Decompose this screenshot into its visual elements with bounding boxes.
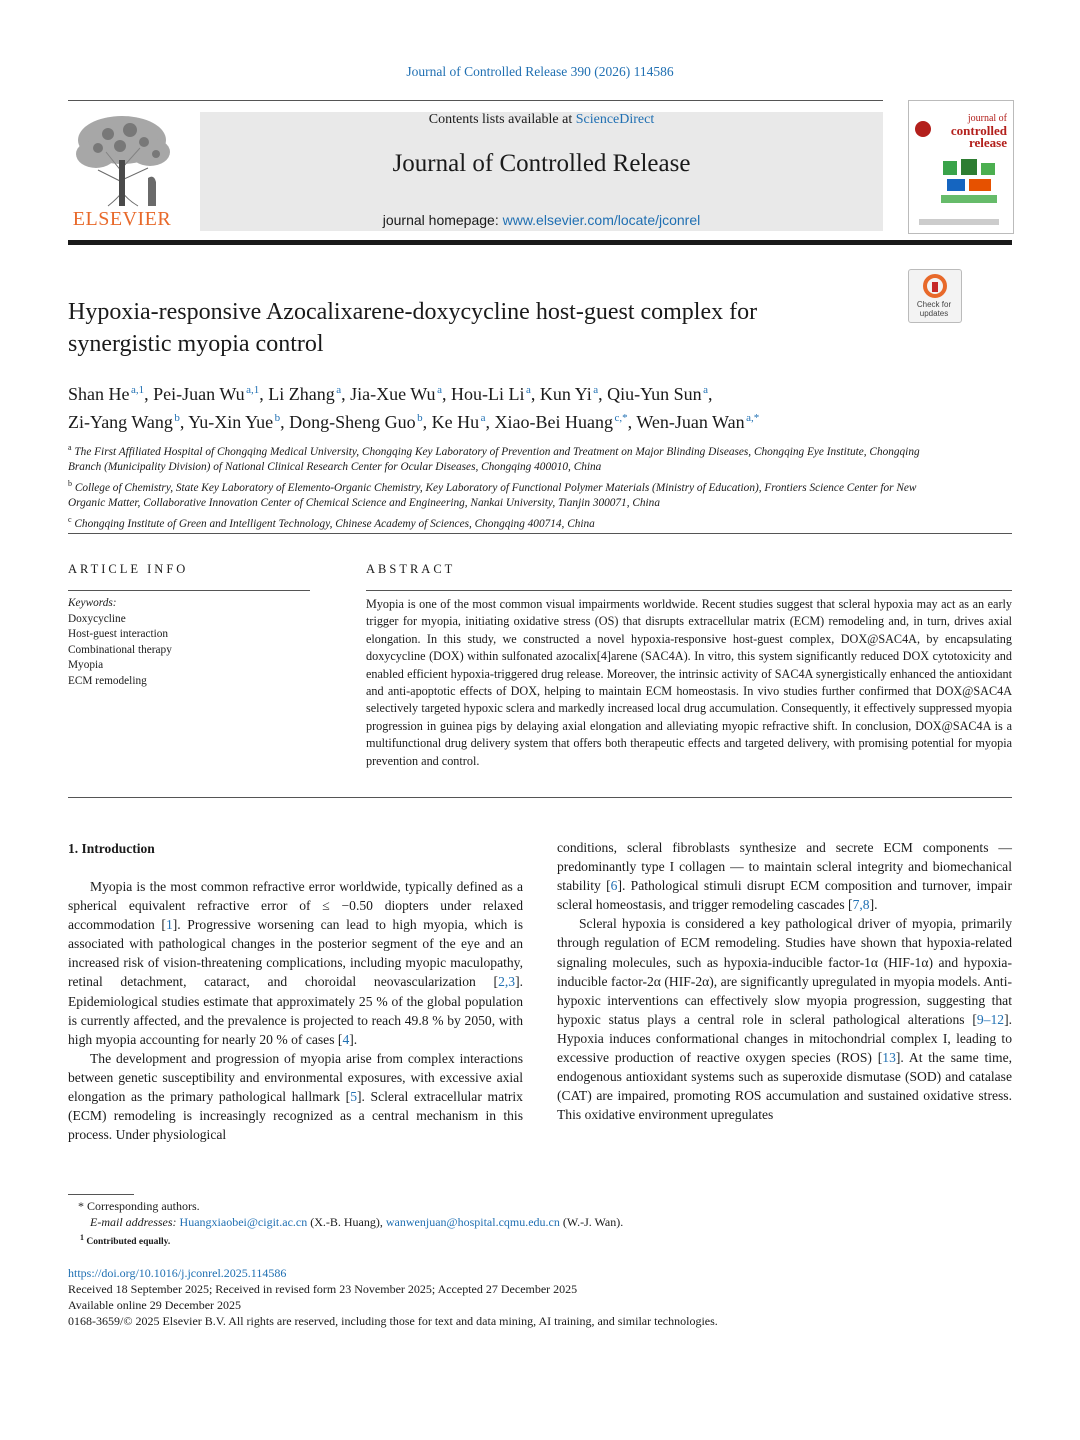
email-label: E-mail addresses: (90, 1215, 177, 1229)
author-name[interactable]: Wen-Juan Wan (636, 412, 745, 432)
email-note (68, 1214, 968, 1230)
author-separator: , (441, 384, 451, 404)
author-affiliation-mark[interactable]: a (437, 384, 442, 396)
author-name[interactable]: Zi-Yang Wang (68, 412, 173, 432)
citation-link[interactable]: 4 (342, 1031, 350, 1047)
header-bottom-rule (68, 240, 1012, 245)
homepage-prefix: journal homepage: (382, 212, 503, 228)
cover-title-line3: release (968, 135, 1007, 150)
publisher-wordmark: ELSEVIER (72, 208, 172, 230)
cover-logo-icon (915, 121, 931, 137)
body-column-right (557, 838, 1012, 1124)
contents-prefix: Contents lists available at (428, 112, 576, 127)
check-updates-line1: Check for (916, 300, 952, 309)
available-online: Available online 29 December 2025 (68, 1298, 242, 1312)
author-separator: , (627, 412, 637, 432)
sciencedirect-link[interactable]: ScienceDirect (575, 112, 655, 127)
footnote-mark: * (78, 1199, 84, 1213)
contents-available-line (200, 112, 883, 128)
text-run: conditions, scleral fibroblasts synthesize and secrete ECM components — predominantly type I collagen — to maintain scleral integrity and biomechanical stability [ (557, 840, 1012, 894)
text-run: ]. Pathological stimuli disrupt ECM composition and turnover, impair scleral homeostasis, and trigger remodeling cascades [ (557, 878, 1012, 913)
keyword: Combinational therapy (68, 643, 172, 656)
text-run: ]. (349, 1031, 358, 1047)
affiliation-list (68, 440, 948, 532)
author-name[interactable]: Jia-Xue Wu (350, 384, 436, 404)
text-run: ]. Epidemiological studies estimate that approximately 25 % of the global population is currently affected, and the prevalence is projected to reach 49.8 % by 2050, with high myopia accounting for nearly 20 % of cases [ (68, 974, 523, 1047)
check-updates-label (908, 300, 960, 318)
journal-name: Journal of Controlled Release (392, 150, 691, 177)
author-separator: , (485, 412, 495, 432)
author-separator: , (422, 412, 432, 432)
author-name[interactable]: Shan He (68, 384, 130, 404)
email-owner: (W.-J. Wan). (559, 1215, 624, 1229)
citation-link[interactable]: 13 (882, 1050, 896, 1066)
author-affiliation-mark[interactable]: c,* (614, 412, 628, 424)
author-name[interactable]: Qiu-Yun Sun (607, 384, 702, 404)
text-run: ]. Scleral extracellular matrix (ECM) remodeling is increasingly recognized as a central mechanism in this process. Under physiological (68, 1089, 523, 1143)
divider (68, 797, 1012, 798)
contribution-text: Contributed equally. (86, 1237, 171, 1248)
check-updates-line2: updates (919, 309, 949, 318)
keyword: ECM remodeling (68, 674, 147, 687)
author-affiliation-mark[interactable]: a,1 (131, 384, 145, 396)
journal-cover-thumbnail[interactable] (908, 100, 1014, 234)
copyright-notice: 0168-3659/© 2025 Elsevier B.V. All rights are reserved, including those for text and data mining, AI training, and similar technologies. (68, 1314, 718, 1328)
author-line-2 (68, 406, 968, 434)
author-name[interactable]: Hou-Li Li (450, 384, 525, 404)
author-affiliation-mark[interactable]: b (174, 412, 180, 424)
text-run: ]. Progressive worsening can lead to high myopia, which is associated with pathological changes in the posterior segment of the eye and an increased risk of vision-threatening complications, including myopic maculopathy, retinal detachment, cataract, and choroidal neovascularization [ (68, 917, 523, 990)
journal-reference-link[interactable]: Journal of Controlled Release 390 (2026) 114586 (406, 64, 674, 79)
author-affiliation-mark[interactable]: a (336, 384, 342, 396)
paragraph (557, 838, 1012, 914)
text-run: Myopia is the most common refractive error worldwide, typically defined as a spherical equivalent refractive error of ≤ −0.50 diopters under relaxed accommodation [ (68, 879, 523, 933)
text-run: ]. (869, 897, 878, 913)
divider (68, 533, 1012, 534)
article-info-heading: ARTICLE INFO (68, 562, 189, 576)
author-name[interactable]: Yu-Xin Yue (188, 412, 274, 432)
citation-link[interactable]: 6 (610, 878, 618, 894)
affiliation-item (68, 512, 948, 532)
text-run: ]. Hypoxia induces conformational changes in mitochondrial complex I, leading to excessive production of reactive oxygen species (ROS) [ (557, 1011, 1012, 1066)
footnote-divider (68, 1194, 134, 1195)
author-separator: , (708, 384, 713, 404)
header-top-rule (68, 100, 883, 101)
footnotes (68, 1198, 968, 1250)
article-title-line1: Hypoxia-responsive Azocalixarene-doxycycline host-guest complex for (68, 299, 758, 325)
author-separator: , (280, 412, 290, 432)
abstract-heading: ABSTRACT (366, 562, 456, 576)
body-column-left (68, 877, 523, 1144)
keywords-block (68, 596, 172, 689)
text-run: ]. At the same time, endogenous antioxidant systems such as superoxide dismutase (SOD) and catalase (CAT) are impaired, promoting ROS accumulation and sustained oxidative stress. This oxidative environment upregulates (557, 1050, 1012, 1123)
author-affiliation-mark[interactable]: a,1 (246, 384, 260, 396)
keyword: Host-guest interaction (68, 628, 169, 640)
keyword: Myopia (68, 659, 104, 671)
author-name[interactable]: Dong-Sheng Guo (289, 412, 416, 432)
cover-graphic (939, 157, 999, 207)
text-run: The development and progression of myopia arise from complex interactions between genetic susceptibility and environmental exposures, with excessive axial elongation as the primary pathological hallmark [ (68, 1050, 523, 1105)
article-title (68, 296, 868, 360)
email-owner: (X.-B. Huang), (307, 1215, 386, 1229)
citation-link[interactable]: 9–12 (976, 1011, 1005, 1027)
paragraph (68, 1049, 523, 1144)
keywords-label: Keywords: (68, 597, 117, 609)
affiliation-mark: b (68, 478, 72, 488)
author-name[interactable]: Ke Hu (431, 412, 480, 432)
author-separator: , (341, 384, 351, 404)
author-affiliation-mark[interactable]: a (593, 384, 599, 396)
affiliation-text: Chongqing Institute of Green and Intelligent Technology, Chinese Academy of Sciences, Chongqing 400714, China (74, 517, 595, 530)
author-separator: , (179, 412, 189, 432)
author-name[interactable]: Xiao-Bei Huang (494, 412, 613, 432)
received-dates: Received 18 September 2025; Received in revised form 23 November 2025; Accepted 27 December 2025 (68, 1282, 578, 1296)
introduction-heading: 1. Introduction (68, 841, 155, 856)
affiliation-mark: a (68, 443, 72, 452)
author-affiliation-mark[interactable]: a (525, 384, 531, 396)
paragraph (557, 914, 1012, 1124)
citation-link[interactable]: 1 (165, 917, 173, 933)
text-run: Scleral hypoxia is considered a key pathological driver of myopia, primarily through regulation of ECM remodeling. Studies have shown that hypoxia-related signaling molecules, such as hypoxia-inducible factor-1α (HIF-1α) and hypoxia-inducible factor-2α (HIF-2α), are significantly upregulated in myopia models. Anti-hypoxic interventions can effectively slow myopia progression, suggesting that hypoxic status plays a central role in scleral pathological alterations [ (557, 916, 1012, 1027)
publication-info (68, 1265, 1012, 1329)
author-separator: , (144, 384, 154, 404)
author-affiliation-mark[interactable]: a (480, 412, 486, 424)
divider (366, 590, 1012, 591)
affiliation-item (68, 476, 948, 512)
author-affiliation-mark[interactable]: a,* (746, 412, 760, 424)
corresponding-text: Corresponding authors. (87, 1199, 200, 1213)
affiliation-mark: c (68, 514, 72, 524)
divider (68, 590, 310, 591)
homepage-link[interactable]: www.elsevier.com/locate/jconrel (502, 212, 701, 228)
author-affiliation-mark[interactable]: a (703, 384, 709, 396)
journal-homepage-line (200, 212, 883, 228)
author-affiliation-mark[interactable]: b (417, 412, 423, 424)
footnote-mark: 1 (80, 1233, 84, 1242)
author-separator: , (259, 384, 269, 404)
author-name[interactable]: Kun Yi (539, 384, 592, 404)
cover-title-line1: journal of (967, 113, 1007, 124)
email-link[interactable]: Huangxiaobei@cigit.ac.cn (179, 1215, 308, 1229)
contribution-note (68, 1230, 968, 1250)
author-affiliation-mark[interactable]: b (274, 412, 281, 424)
email-link[interactable]: wanwenjuan@hospital.cqmu.edu.cn (385, 1215, 560, 1229)
affiliation-text: The First Affiliated Hospital of Chongqing Medical University, Chongqing Key Laboratory of Prevention and Treatment on Major Blinding Diseases, Chongqing Eye Institute, Chongqing Branch (Municipality Division) of National Clinical Research Center for Ocular Diseases, Chongqing 400010, China (68, 445, 920, 474)
abstract-text: Myopia is one of the most common visual impairments worldwide. Recent studies suggest that scleral hypoxia may act as an early trigger for myopia, initiating oxidative stress (OS) that disrupts extracellular matrix (ECM) remodeling and, in turn, drives axial elongation. In this study, we constructed a novel hypoxia-responsive host-guest complex, DOX@SAC4A, by encapsulating doxycycline (DOX) within sulfonated azocalix[4]arene (SAC4A). In vitro, this system significantly reduced DOX cytotoxicity and enabled efficient hypoxia-triggered drug release. Moreover, the intrinsic activity of SAC4A synergistically enhanced the antioxidant and anti-apoptotic effects of DOX, helping to maintain ECM homeostasis. In vivo studies further confirmed that DOX@SAC4A selectively targeted hypoxic sclera and markedly increased local drug accumulation. Consequently, it effectively suppressed myopia progression in guinea pigs by delaying axial elongation and alleviating myopic refractive shift. In conclusion, DOX@SAC4A is a multifunctional drug delivery system that offers both therapeutic effects and targeted delivery, with promising potential for myopia prevention and control. (366, 597, 1012, 768)
author-name[interactable]: Li Zhang (268, 384, 335, 404)
affiliation-item (68, 440, 948, 476)
keyword: Doxycycline (68, 612, 126, 625)
citation-link[interactable]: 7,8 (852, 897, 870, 913)
author-list (68, 378, 968, 434)
author-line-1 (68, 378, 968, 406)
author-name[interactable]: Pei-Juan Wu (153, 384, 245, 404)
affiliation-text: College of Chemistry, State Key Laboratory of Elemento-Organic Chemistry, Key Laboratory of Functional Polymer Materials (Ministry of Education), Frontiers Science Center for New Organic Matter, Collaborative Innovation Center of Chemical Science and Engineering, Nankai University, Tianjin 300071, China (68, 481, 917, 510)
doi-link[interactable]: https://doi.org/10.1016/j.jconrel.2025.114586 (68, 1266, 287, 1280)
corresponding-note (68, 1198, 968, 1214)
paragraph (68, 877, 523, 1049)
citation-link[interactable]: 5 (350, 1089, 357, 1105)
citation-link[interactable]: 2,3 (498, 974, 516, 990)
author-separator: , (598, 384, 608, 404)
author-separator: , (530, 384, 540, 404)
check-updates-icon (923, 274, 947, 298)
journal-reference[interactable] (0, 64, 1080, 80)
cover-footer-text (919, 219, 999, 225)
article-title-line2: synergistic myopia control (68, 331, 324, 357)
cover-title-line2: controlled (950, 123, 1007, 138)
